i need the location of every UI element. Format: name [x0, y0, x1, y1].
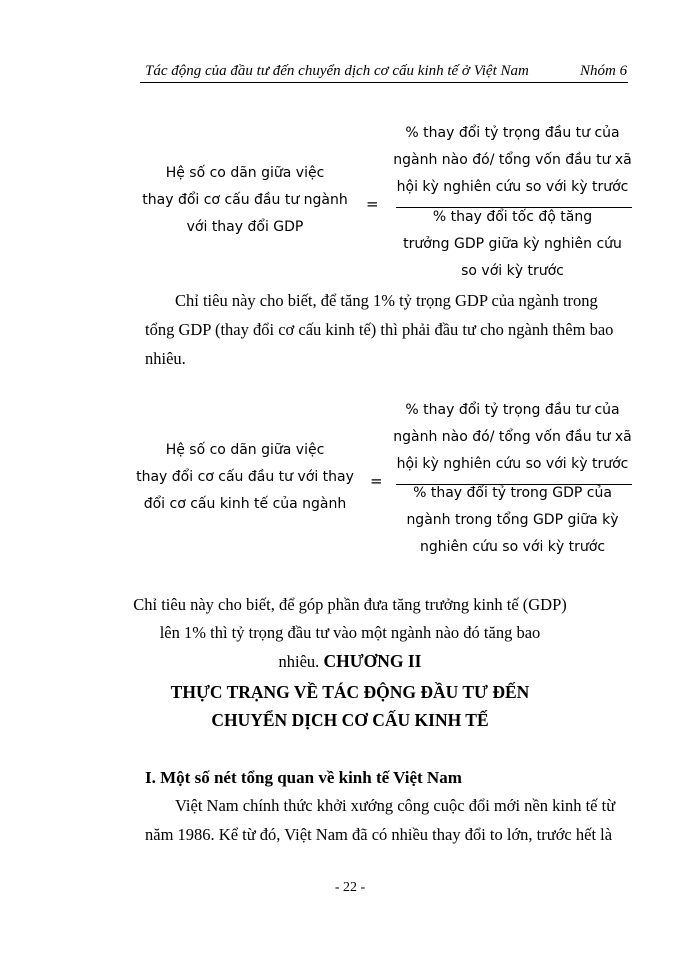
chapter-label: CHƯƠNG II [323, 651, 422, 671]
formula2-denominator-line: nghiên cứu so với kỳ trước [419, 539, 606, 555]
paragraph1-line: nhiêu. [145, 349, 186, 368]
running-header-title: Tác động của đầu tư đến chuyển dịch cơ cấu kinh tế ở Việt Nam [145, 63, 529, 79]
formula1-lhs-line: Hệ số co dãn giữa việc [165, 165, 325, 181]
formula1-numerator-line: hội kỳ nghiên cứu so với kỳ trước [396, 179, 629, 195]
paragraph2-line: nhiêu. [278, 652, 320, 671]
formula2-denominator-line: % thay đổi tỷ trong GDP của [413, 485, 612, 501]
formula2-numerator-line: % thay đổi tỷ trọng đầu tư của [405, 402, 620, 418]
formula1-numerator [390, 120, 635, 201]
section-body-line: Việt Nam chính thức khởi xướng công cuộc đổi mới nền kinh tế từ [175, 796, 616, 815]
formula2-lhs-line: thay đổi cơ cấu đầu tư với thay [136, 469, 354, 485]
formula1-equals: = [366, 195, 379, 213]
formula2-denominator-line: ngành trong tổng GDP giữa kỳ [406, 512, 619, 528]
running-header-group: Nhóm 6 [580, 63, 628, 79]
paragraph2-line: lên 1% thì tỷ trọng đầu tư vào một ngành nào đó tăng bao [159, 623, 541, 642]
formula1-lhs-line: thay đổi cơ cấu đầu tư ngành [142, 192, 348, 208]
paragraph2-last-line [0, 651, 700, 672]
formula2-equals: = [370, 472, 383, 490]
formula1-denominator [390, 204, 635, 285]
formula1-numerator-line: % thay đổi tỷ trọng đầu tư của [405, 125, 620, 141]
formula1-denominator-line: trưởng GDP giữa kỳ nghiên cứu [403, 236, 622, 252]
header-rule [140, 82, 628, 83]
paragraph1-line: tổng GDP (thay đổi cơ cấu kinh tế) thì phải đầu tư cho ngành thêm bao [145, 320, 614, 339]
section-heading: I. Một số nét tổng quan về kinh tế Việt Nam [145, 768, 462, 787]
page-number: - 22 - [334, 880, 366, 895]
formula2-lhs-line: Hệ số co dãn giữa việc [165, 442, 325, 458]
formula1-denominator-line: % thay đổi tốc độ tăng [432, 209, 593, 225]
section-body-line: năm 1986. Kể từ đó, Việt Nam đã có nhiều thay đổi to lớn, trước hết là [145, 825, 613, 844]
formula2-numerator-line: ngành nào đó/ tổng vốn đầu tư xã [393, 429, 632, 445]
chapter-title-line1: THỰC TRẠNG VỀ TÁC ĐỘNG ĐẦU TƯ ĐẾN [170, 682, 530, 702]
chapter-title-line2: CHUYỂN DỊCH CƠ CẤU KINH TẾ [211, 710, 489, 730]
paragraph2-line: Chỉ tiêu này cho biết, để góp phần đưa tăng trưởng kinh tế (GDP) [133, 595, 567, 614]
formula2-denominator [390, 480, 635, 561]
formula1-lhs-line: với thay đổi GDP [186, 219, 304, 235]
paragraph1-line: Chỉ tiêu này cho biết, để tăng 1% tỷ trọng GDP của ngành trong [175, 291, 598, 310]
formula2-lhs-line: đổi cơ cấu kinh tế của ngành [143, 496, 347, 512]
formula2-numerator [390, 397, 635, 478]
formula2-numerator-line: hội kỳ nghiên cứu so với kỳ trước [396, 456, 629, 472]
formula1-numerator-line: ngành nào đó/ tổng vốn đầu tư xã [393, 152, 632, 168]
formula2-lhs [130, 437, 360, 518]
formula1-denominator-line: so với kỳ trước [461, 263, 564, 279]
formula1-lhs [130, 160, 360, 241]
